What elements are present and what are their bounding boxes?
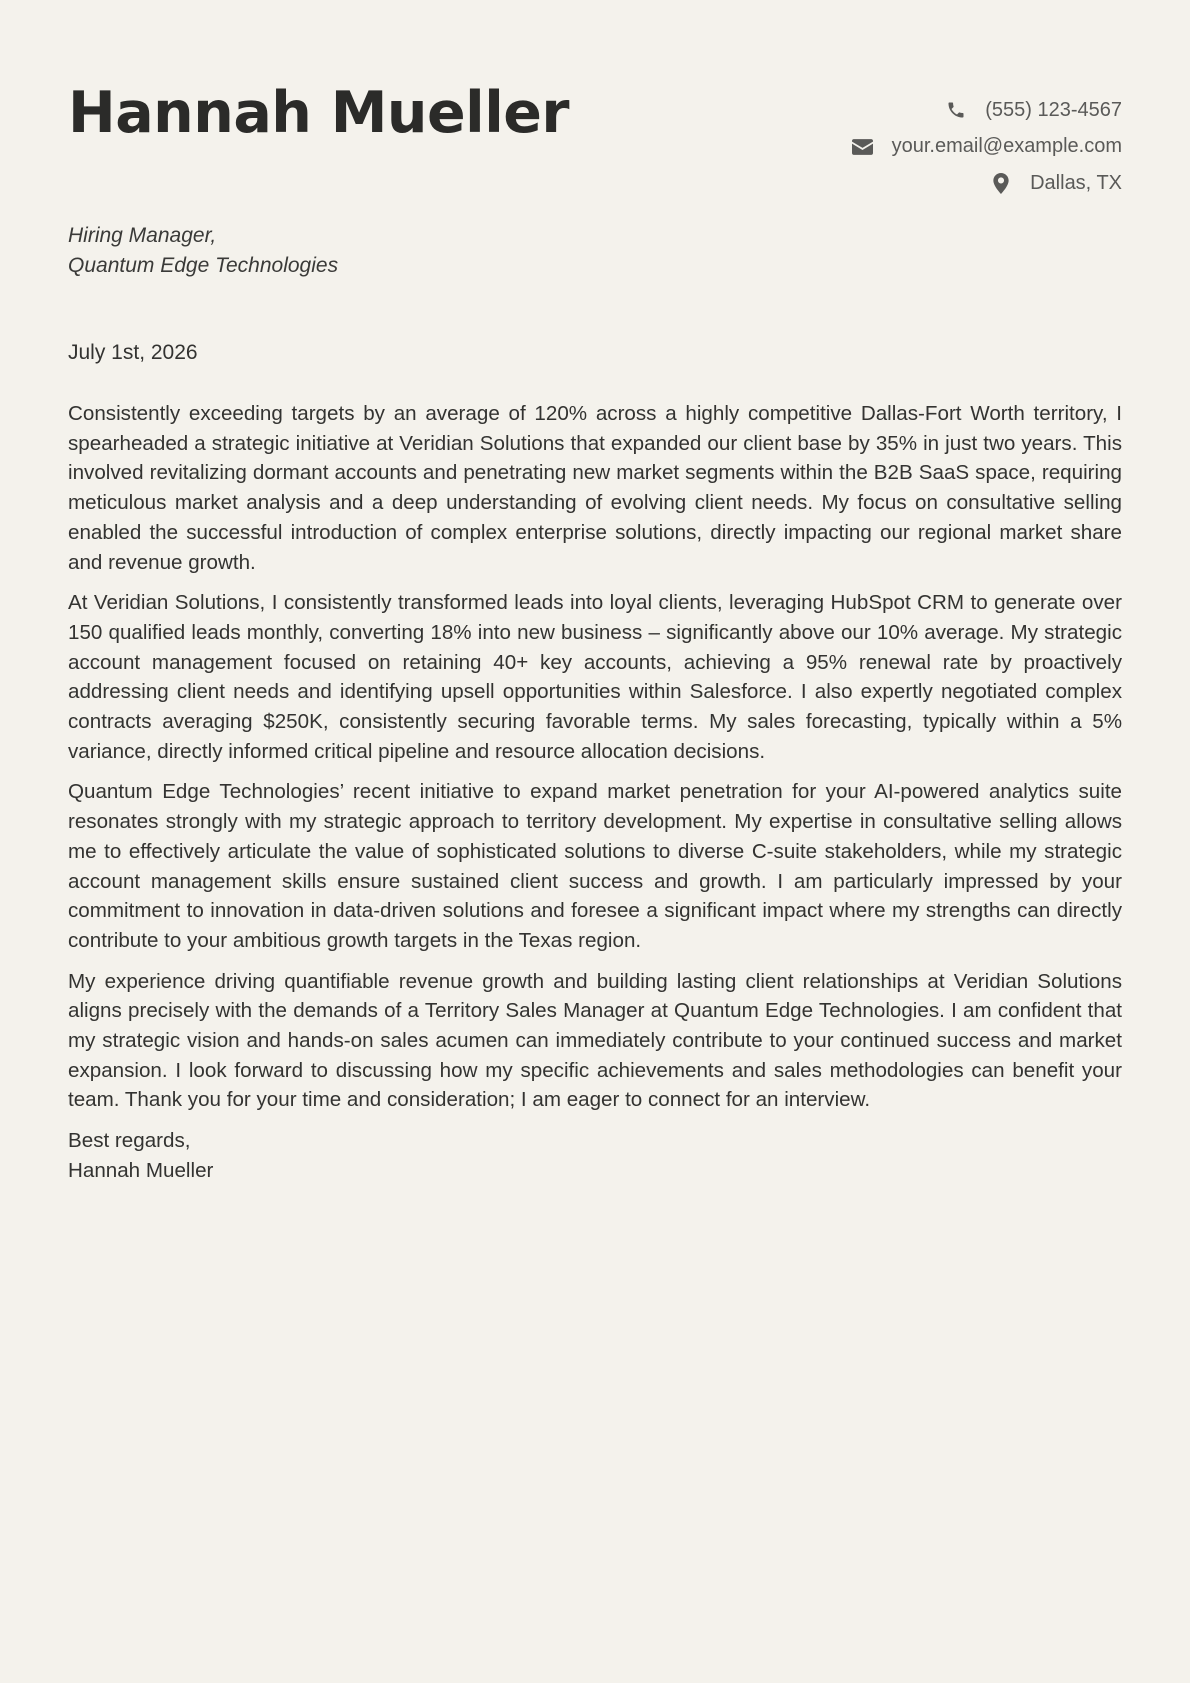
map-pin-icon [990,172,1012,194]
letter-body [68,399,1122,1115]
contact-location-row [852,165,1122,202]
contact-phone-row [852,92,1122,129]
closing-signature: Hannah Mueller [68,1158,214,1182]
recipient-title: Hiring Manager, [68,224,217,247]
letter-date: July 1st, 2026 [68,341,198,364]
contact-phone[interactable]: (555) 123-4567 [985,98,1122,121]
contact-email-row [852,129,1122,166]
closing-salutation: Best regards, [68,1129,191,1153]
letter-closing [68,1126,1122,1185]
body-paragraph: Quantum Edge Technologies’ recent initiative to expand market penetration for your AI-powered analytics suite resonates strongly with my strategic approach to territory development. My expertise in consultative selling allows me to effectively articulate the value of sophisticated solutions to diverse C-suite stakeholders, while my strategic account management skills ensure sustained client success and growth. I am particularly impressed by your commitment to innovation in data-driven solutions and foresee a significant impact where my strengths can directly contribute to your ambitious growth targets in the Texas region. [68,780,1122,952]
contact-block [852,92,1122,202]
applicant-name: Hannah Mueller [68,80,570,146]
body-paragraph: Consistently exceeding targets by an average of 120% across a highly competitive Dallas-Fort Worth territory, I spearheaded a strategic initiative at Veridian Solutions that expanded our client base by 35% in just two years. This involved revitalizing dormant accounts and penetrating new market segments within the B2B SaaS space, requiring meticulous market analysis and a deep understanding of evolving client needs. My focus on consultative selling enabled the successful introduction of complex enterprise solutions, directly impacting our regional market share and revenue growth. [68,402,1122,574]
letter-header [68,0,1122,205]
recipient-block [68,221,1122,281]
contact-email[interactable]: your.email@example.com [891,135,1122,158]
recipient-company: Quantum Edge Technologies [68,254,339,277]
body-paragraph: At Veridian Solutions, I consistently transformed leads into loyal clients, leveraging HubSpot CRM to generate over 150 qualified leads monthly, converting 18% into new business – significantly above our 10% average. My strategic account management focused on retaining 40+ key accounts, achieving a 95% renewal rate by proactively addressing client needs and identifying upsell opportunities within Salesforce. I also expertly negotiated complex contracts averaging $250K, consistently securing favorable terms. My sales forecasting, typically within a 5% variance, directly informed critical pipeline and resource allocation decisions. [68,591,1122,763]
phone-icon [945,99,967,121]
envelope-icon [852,136,874,158]
contact-location: Dallas, TX [1030,171,1122,194]
body-paragraph: My experience driving quantifiable revenue growth and building lasting client relationships at Veridian Solutions aligns precisely with the demands of a Territory Sales Manager at Quantum Edge Technologies. I am confident that my strategic vision and hands-on sales acumen can immediately contribute to your continued success and market expansion. I look forward to discussing how my specific achievements and sales methodologies can benefit your team. Thank you for your time and consideration; I am eager to connect for an interview. [68,969,1122,1112]
